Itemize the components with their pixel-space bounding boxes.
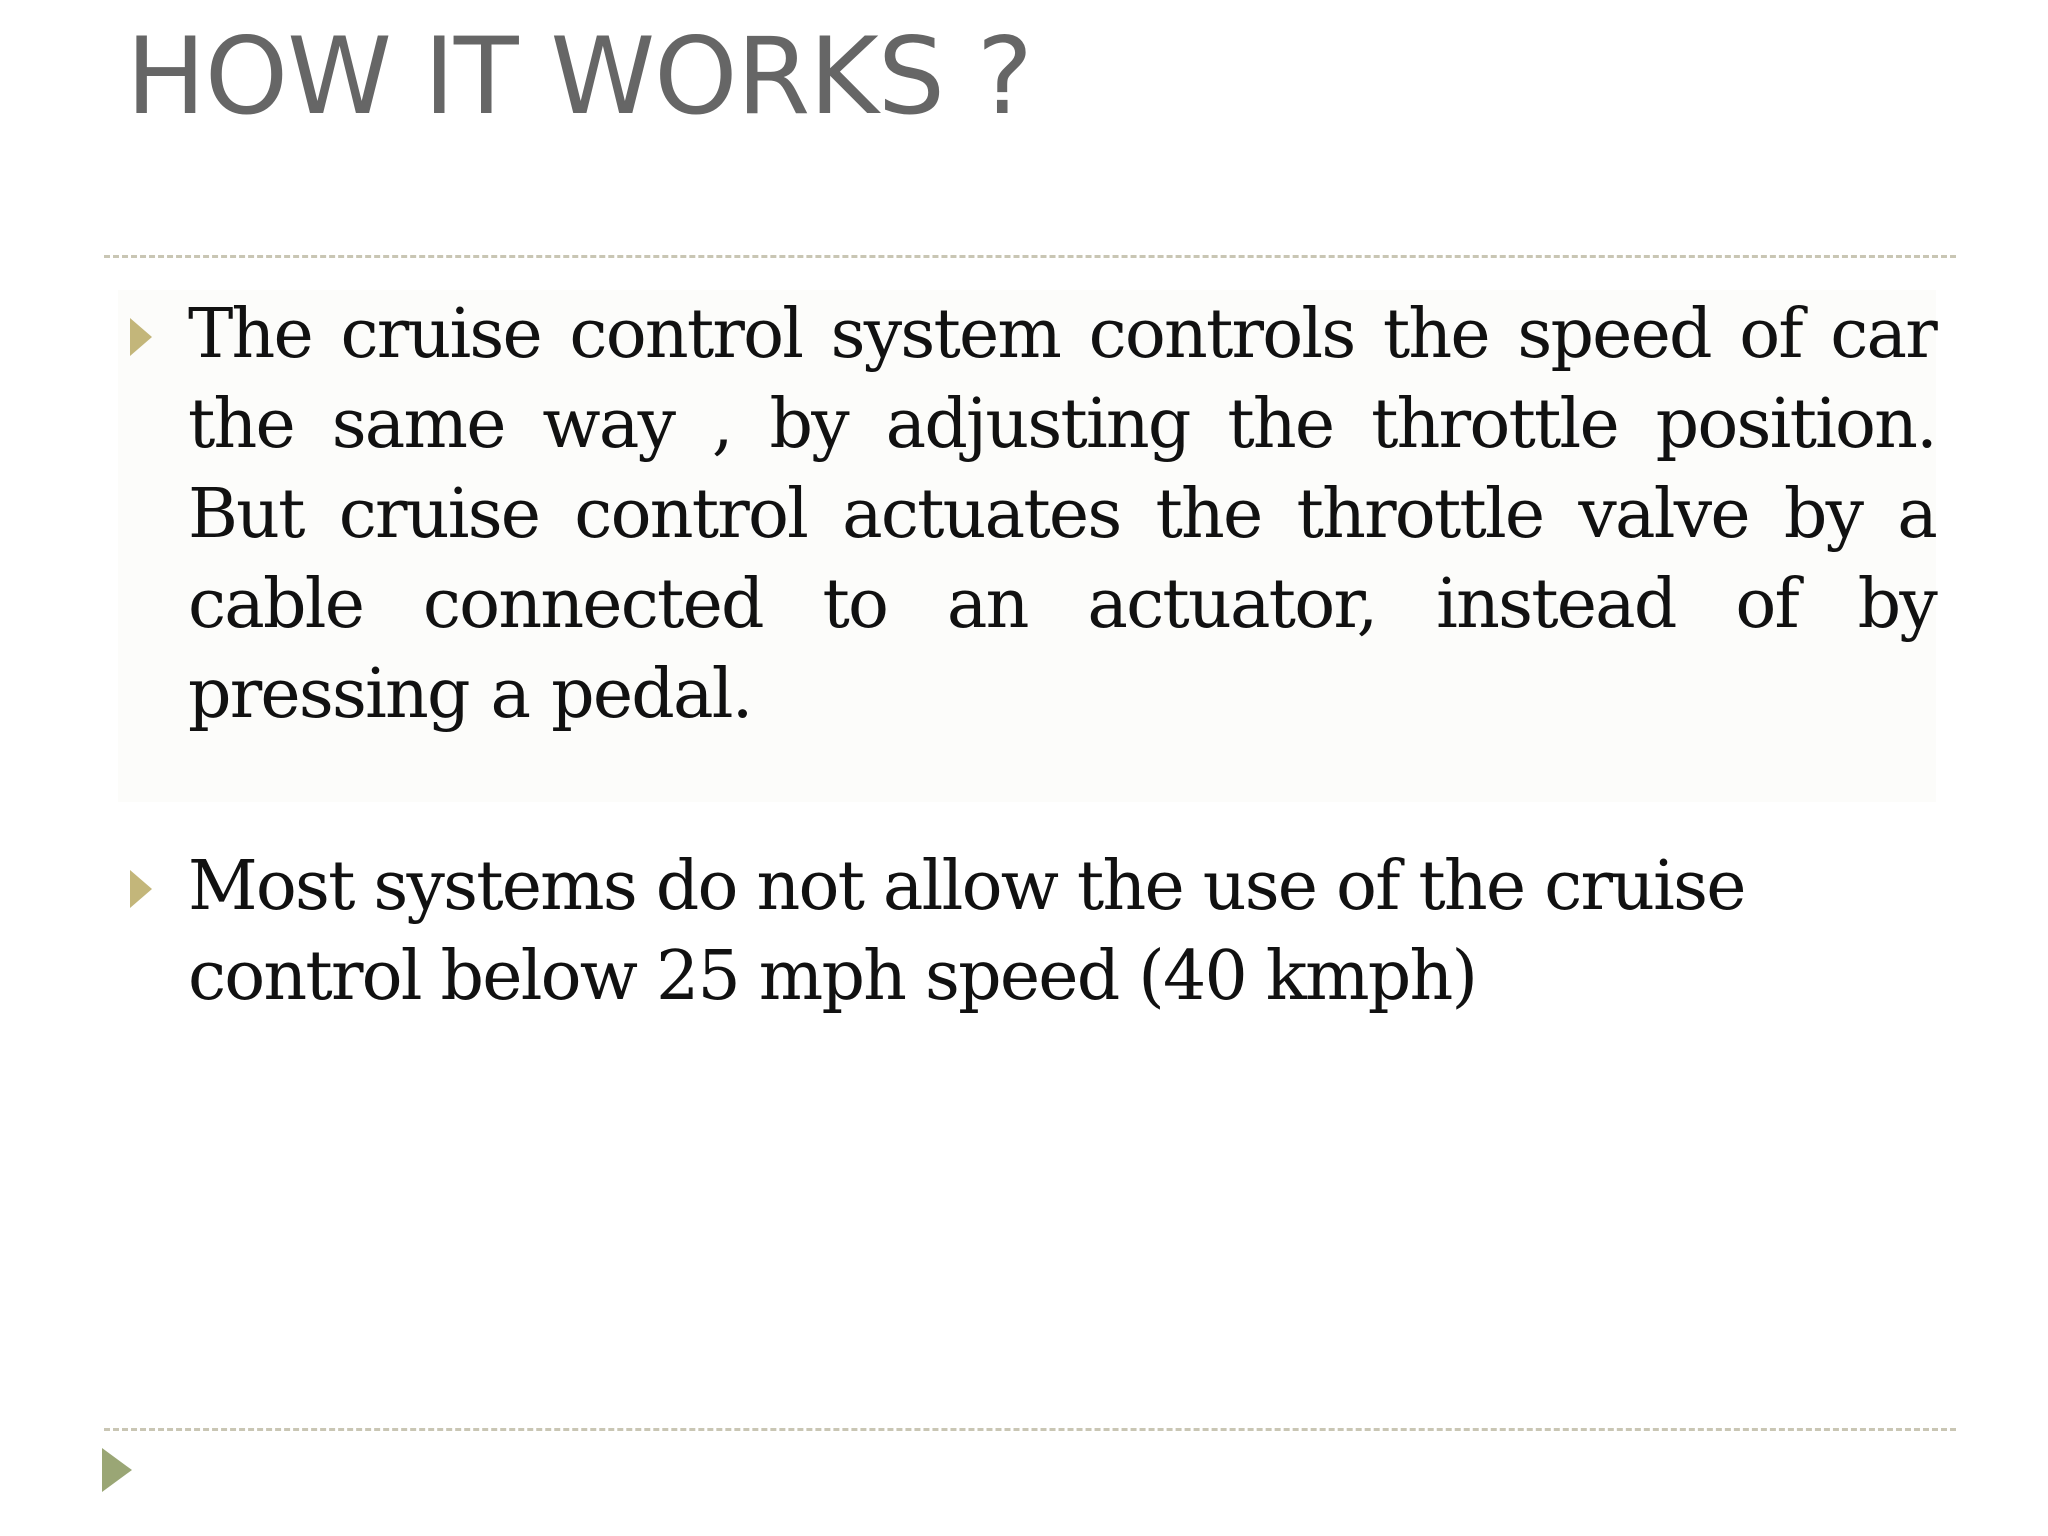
bottom-divider	[104, 1428, 1956, 1431]
top-divider	[104, 255, 1956, 258]
bullet-item	[118, 842, 1936, 1022]
play-triangle-icon[interactable]	[102, 1448, 132, 1492]
slide-title: HOW IT WORKS ?	[126, 15, 1032, 138]
triangle-right-icon	[130, 318, 152, 356]
bullet-text: Most systems do not allow the use of the cruise control below 25 mph speed (40 kmph)	[188, 847, 1745, 1016]
bullet-text: The cruise control system controls the speed of car the same way , by adjusting the throttle position. But cruise control actuates the throttle valve by a cable connected to an actuator, instead of by pressing a pedal.	[188, 295, 1936, 734]
bullet-item	[118, 290, 1936, 802]
bullet-list	[118, 290, 1936, 1022]
triangle-right-icon	[130, 870, 152, 908]
